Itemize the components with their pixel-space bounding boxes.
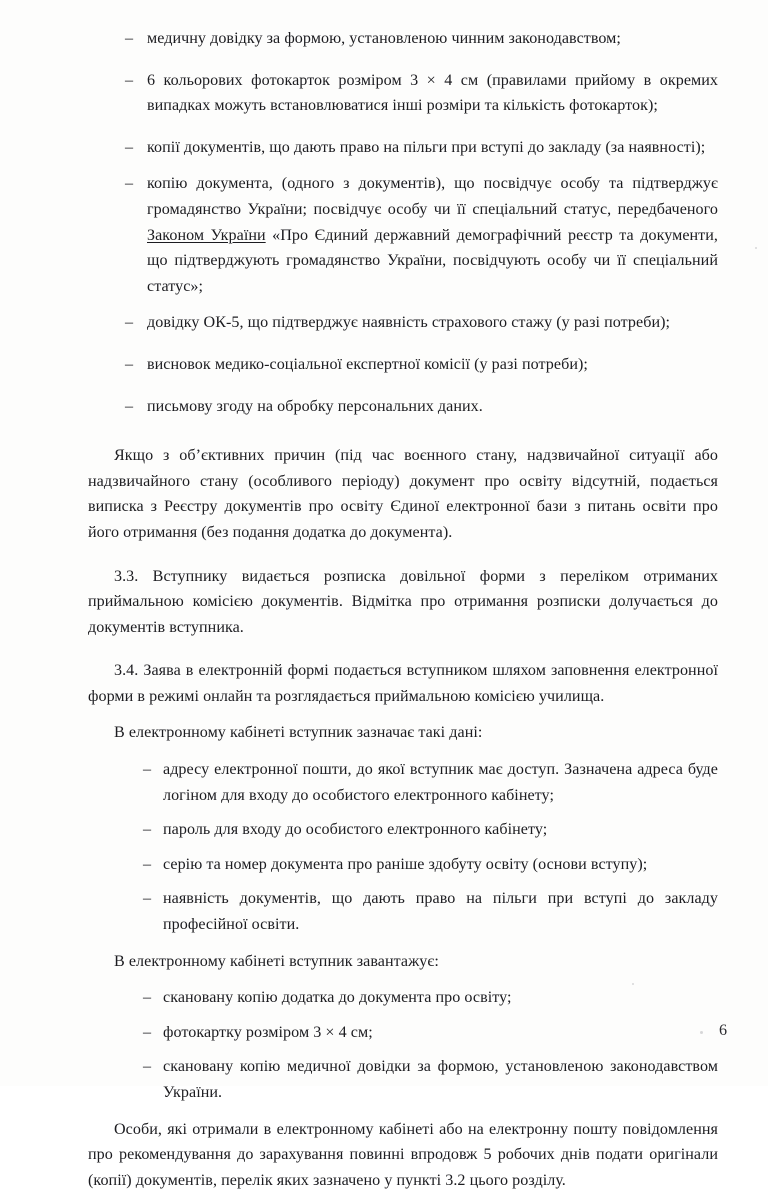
list-item-text: медичну довідку за формою, установленою чинним законодавством; [147,30,621,47]
required-documents-list-passport [88,171,718,299]
dash-bullet-icon: – [125,355,134,373]
list-item-text: письмову згоду на обробку персональних даних. [147,397,483,415]
list-item-text: серію та номер документа про раніше здобуту освіту (основи вступу); [163,855,648,873]
list-item-text-before: копію документа, (одного з документів), що посвідчує особу та підтверджує громадянство України; посвідчує особу чи її спеціальний статус, передбаченого [147,175,718,218]
dash-bullet-icon: – [143,855,152,873]
list-item [88,171,718,299]
paragraph-clause-3-3: 3.3. Вступнику видається розписка довільної форми з переліком отриманих приймальною комісією документів. Відмітка про отримання розписки долучається до документів вступника. [88,567,718,636]
list-item-text: довідку ОК-5, що підтверджує наявність страхового стажу (у разі потреби); [147,314,671,332]
list-item-text: адресу електронної пошти, до якої вступник має доступ. Зазначена адреса буде логіном для входу до особистого електронного кабінету; [163,761,718,804]
paragraph-absent-document: Якщо з об’єктивних причин (під час воєнного стану, надзвичайної ситуації або надзвичайного стану (особливого періоду) документ про освіту відсутній, подається виписка з Реєстру документів про освіту Єдиної електронної бази з питань освіти про його отримання (без подання додатка до документа). [88,447,718,541]
dash-bullet-icon: – [125,175,134,193]
required-documents-list-part1 [88,26,718,160]
list-item [88,1020,718,1046]
list-item-text: фотокартку розміром 3 × 4 см; [163,1023,373,1041]
cabinet-specify-list [88,757,718,938]
list-item-text: 6 кольорових фотокарток розміром 3 × 4 см (правилами прийому в окремих випадках можуть встановлюватися інші розміри та кількість фотокарток); [147,71,718,115]
list-item-text: наявність документів, що дають право на пільги при вступі до закладу професійної освіти. [163,890,718,934]
dash-bullet-icon: – [143,1023,152,1041]
dash-bullet-icon: – [143,890,152,908]
paragraph-clause-3-4: 3.4. Заява в електронній формі подається вступником шляхом заповнення електронної форми в режимі онлайн та розглядається приймальною комісією училища. [88,662,718,705]
list-item [88,985,718,1011]
list-item [88,68,718,119]
list-item [88,757,718,808]
list-item [88,852,718,878]
scan-speck [700,1031,703,1034]
dash-bullet-icon: – [125,30,134,47]
dash-bullet-icon: – [143,1058,152,1076]
dash-bullet-icon: – [125,397,134,415]
dash-bullet-icon: – [125,138,134,156]
list-item [88,352,718,378]
dash-bullet-icon: – [143,761,152,779]
list-item [88,1054,718,1105]
list-item-text: копії документів, що дають право на пільги при вступі до закладу (за наявності); [147,138,706,156]
document-body [88,26,718,1193]
list-item-text: скановану копію медичної довідки за формою, установленою законодавством України. [163,1058,718,1101]
required-documents-list-part2 [88,310,718,419]
lead-in-specify-data: В електронному кабінеті вступник зазначає такі дані: [114,724,483,742]
list-item [88,135,718,161]
list-item [88,394,718,420]
list-item-text: висновок медико-соціальної експертної комісії (у разі потреби); [147,355,588,373]
dash-bullet-icon: – [125,314,134,332]
law-reference-underlined: Законом України [147,226,266,244]
dash-bullet-icon: – [125,71,134,89]
scan-speck [755,247,757,249]
scan-speck [632,983,634,985]
lead-in-upload-data: В електронному кабінеті вступник завантажує: [114,952,439,970]
list-item [88,886,718,937]
list-item-text: пароль для входу до особистого електронного кабінету; [163,821,548,839]
dash-bullet-icon: – [143,821,152,839]
list-item [88,26,718,52]
list-item-text-after: «Про Єдиний державний демографічний реєстр та документи, що підтверджують громадянство України, посвідчують особу чи її спеціальний статус»; [147,226,719,295]
cabinet-upload-list [88,985,718,1105]
list-item-text: скановану копію додатка до документа про освіту; [163,989,512,1007]
page-number: 6 [718,1022,727,1039]
paragraph-final-recommendation: Особи, які отримали в електронному кабінеті або на електронну пошту повідомлення про рекомендування до зарахування повинні впродовж 5 робочих днів подати оригінали (копії) документів, перелік яких зазначено у пункті 3.2 цього розділу. [88,1120,718,1189]
dash-bullet-icon: – [143,989,152,1007]
list-item [88,817,718,843]
list-item [88,310,718,336]
